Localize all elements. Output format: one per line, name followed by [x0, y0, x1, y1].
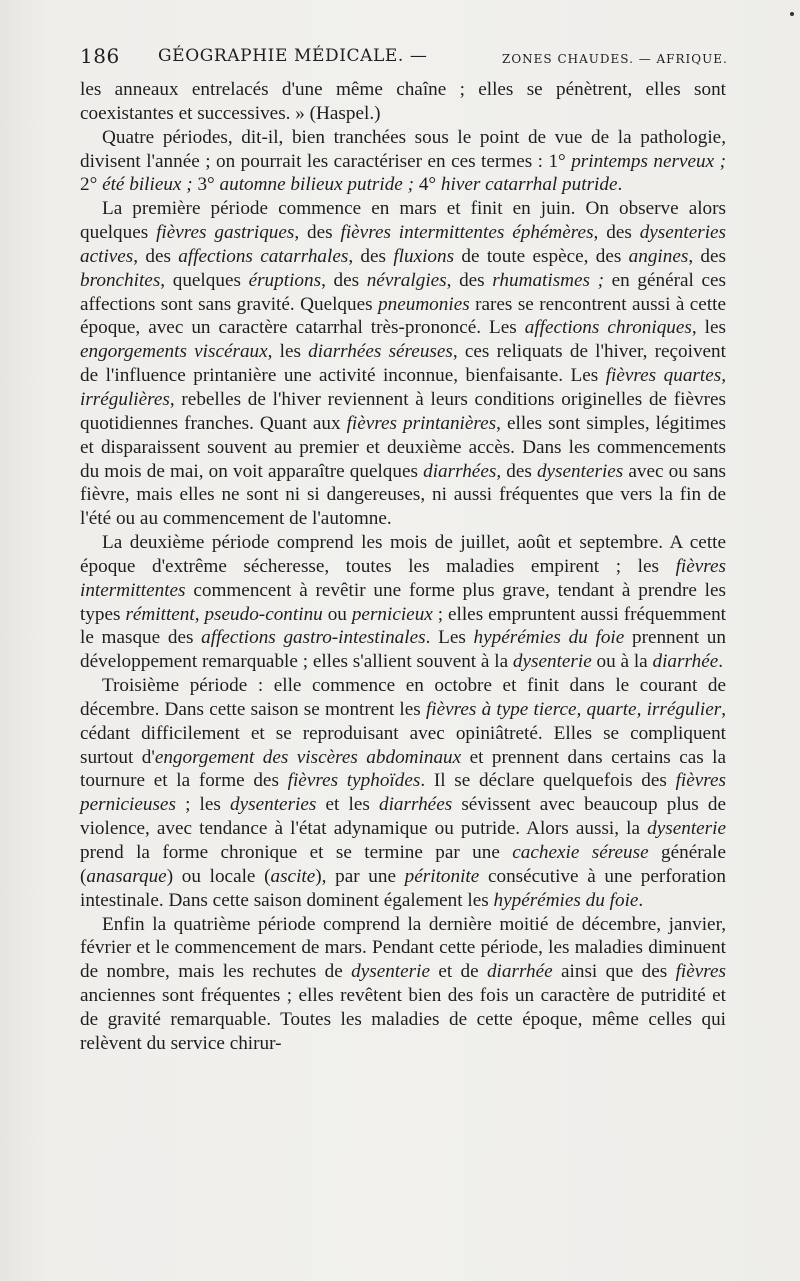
- text-run: , des: [348, 245, 394, 267]
- text-run: prennent un développement remarquable ; elles s'allient souvent à la: [80, 627, 726, 673]
- text-run: , des: [446, 269, 493, 291]
- text-run: , des: [294, 222, 341, 244]
- italic-term: hypérémies du foie: [473, 627, 625, 649]
- italic-term: angines: [628, 245, 689, 267]
- text-run: les anneaux entrelacés d'une même chaîne ; elles se pénètrent, elles sont coexistantes et successives. » (Haspel.): [80, 79, 726, 124]
- italic-term: anasarque: [86, 865, 167, 887]
- text-run: La deuxième période comprend les mois de juillet, août et septembre. A cette époque d'extrême sécheresse, toutes les maladies empirent ; les: [80, 532, 726, 577]
- italic-term: automne bilieux putride ;: [219, 174, 415, 196]
- italic-term: diarrhées: [378, 794, 453, 816]
- italic-term: affections gastro-intestinales: [201, 627, 426, 649]
- italic-term: fièvres: [675, 961, 726, 983]
- text-run: , les: [267, 341, 309, 363]
- text-run: .: [617, 174, 623, 196]
- italic-term: hypérémies du foie: [493, 889, 639, 911]
- section-title: ZONES CHAUDES. — AFRIQUE.: [502, 52, 728, 66]
- italic-term: pseudo-continu: [204, 603, 323, 625]
- page-edge-mark: [790, 12, 794, 16]
- text-run: Enfin la quatrième période comprend la dernière moitié de décembre, janvier, février et le commencement de mars. Pendant cette période, les maladies diminuent de nombre, mais les rechutes de: [80, 913, 726, 983]
- text-run: 2°: [80, 174, 103, 196]
- italic-term: fièvres intermittentes: [80, 555, 726, 601]
- text-run: ), par une: [315, 865, 405, 887]
- text-run: et les: [316, 794, 379, 816]
- italic-term: rhumatismes ;: [492, 269, 605, 291]
- text-run: ou à la: [591, 651, 653, 673]
- running-header: [80, 44, 730, 72]
- italic-term: éruptions: [248, 269, 322, 291]
- text-run: , cédant difficilement et se reproduisant avec opiniâtreté. Elles se compliquent surtout d': [80, 698, 726, 768]
- paragraph-2: [80, 126, 726, 198]
- italic-term: affections catarrhales: [178, 245, 349, 267]
- italic-term: fièvres pernicieuses: [80, 770, 726, 816]
- italic-term: dysenterie: [647, 818, 726, 840]
- italic-term: dysenterie: [512, 651, 592, 673]
- text-run: ou: [322, 603, 352, 625]
- italic-term: péritonite: [404, 865, 480, 887]
- text-run: , des: [321, 269, 367, 291]
- italic-term: fièvres gastriques: [156, 222, 295, 244]
- italic-term: fièvres quartes, irrégulières: [80, 365, 726, 410]
- text-run: en général ces affections sont sans gravité. Quelques: [80, 269, 726, 315]
- text-run: anciennes sont fréquentes ; elles revêtent bien des fois un caractère de putridité et de gravité remarquable. Toutes les maladies de cette époque, même celles qui relèvent du service chirur-: [80, 985, 726, 1054]
- italic-term: fièvres à type tierce, quarte, irrégulier: [425, 698, 722, 720]
- paragraph-1: [80, 78, 726, 126]
- text-run: .: [718, 651, 724, 673]
- italic-term: diarrhée: [486, 961, 553, 983]
- paragraph-6: [80, 913, 726, 1056]
- italic-term: dysenteries actives: [80, 222, 727, 267]
- text-run: ainsi que des: [552, 961, 676, 983]
- text-run: , ces reliquats de l'hiver, reçoivent de l'influence printanière une activité inconnue, bienfaisante. Les: [80, 341, 726, 387]
- text-run: et de: [429, 961, 487, 983]
- italic-term: dysenterie: [351, 961, 430, 983]
- text-run: 3°: [192, 174, 220, 196]
- paragraph-3: [80, 197, 726, 531]
- italic-term: fluxions: [393, 245, 455, 267]
- text-run: , des: [593, 222, 640, 244]
- page-number: 186: [80, 44, 120, 68]
- text-run: sévissent avec beaucoup plus de violence, avec tendance à l'état adynamique ou putride. Alors aussi, la: [80, 794, 726, 840]
- italic-term: engorgement des viscères abdominaux: [154, 746, 462, 768]
- italic-term: cachexie séreuse: [512, 842, 649, 863]
- text-run: ) ou locale (: [166, 865, 271, 887]
- text-run: 4°: [414, 174, 441, 196]
- text-run: de toute espèce, des: [454, 245, 629, 267]
- text-run: , des: [688, 245, 727, 267]
- italic-term: hiver catarrhal putride: [440, 174, 618, 196]
- italic-term: été bilieux ;: [102, 174, 193, 196]
- text-run: commencent à revêtir une forme plus grave, tendant à prendre les types: [80, 579, 726, 625]
- italic-term: fièvres intermittentes éphémères: [340, 222, 594, 244]
- text-run: Quatre périodes, dit-il, bien tranchées sous le point de vue de la pathologie, divisent l'année ; on pourrait les caractériser en ces termes : 1°: [80, 126, 726, 172]
- italic-term: ascite: [270, 865, 316, 887]
- italic-term: fièvres typhoïdes: [287, 770, 421, 792]
- text-run: , quelques: [160, 269, 249, 291]
- italic-term: névralgies: [366, 269, 447, 291]
- text-run: ; elles empruntent aussi fréquemment le masque des: [80, 603, 727, 649]
- italic-term: fièvres printanières: [346, 412, 497, 434]
- text-run: consécutive à une perforation intestinale. Dans cette saison dominent également les: [80, 865, 726, 911]
- text-run: , rebelles de l'hiver reviennent à leurs conditions originelles de fièvres quotidiennes franches. Quant aux: [80, 388, 726, 434]
- italic-term: pernicieux: [351, 603, 433, 625]
- paragraph-4: [80, 531, 726, 674]
- running-title: GÉOGRAPHIE MÉDICALE. —: [158, 46, 428, 66]
- text-run: .: [638, 889, 644, 911]
- italic-term: bronchites: [80, 269, 161, 291]
- text-run: . Il se déclare quelquefois des: [420, 770, 676, 792]
- text-run: avec ou sans fièvre, mais elles ne sont ni si dangereuses, ni aussi fréquentes que vers la fin de l'été ou au commencement de l'automne.: [80, 460, 727, 530]
- italic-term: printemps nerveux ;: [571, 150, 726, 172]
- italic-term: diarrhées séreuses: [308, 341, 453, 363]
- text-run: prend la forme chronique et se termine par une: [80, 842, 513, 863]
- text-run: , des: [496, 460, 537, 482]
- text-run: rares se rencontrent aussi à cette époque, avec un caractère catarrhal très-prononcé. Les: [80, 293, 726, 339]
- italic-term: diarrhées: [423, 460, 497, 482]
- text-run: , les: [691, 317, 726, 339]
- text-run: . Les: [425, 627, 474, 649]
- italic-term: rémittent: [125, 603, 195, 625]
- paragraph-5: [80, 674, 726, 912]
- text-run: générale (: [80, 842, 726, 887]
- text-run: La première période commence en mars et finit en juin. On observe alors quelques: [80, 198, 726, 244]
- italic-term: dysenteries: [536, 460, 624, 482]
- italic-term: engorgements viscéraux: [80, 341, 268, 363]
- text-run: Troisième période : elle commence en octobre et finit dans le courant de décembre. Dans cette saison se montrent les: [80, 675, 726, 720]
- text-run: ,: [194, 603, 205, 625]
- text-run: et prennent dans certains cas la tournure et la forme des: [80, 746, 727, 792]
- text-run: , elles sont simples, légitimes et disparaissent souvent au premier et deuxième accès. Dans les commencements du mois de mai, on voit apparaître quelques: [80, 412, 726, 482]
- italic-term: diarrhée: [652, 651, 719, 673]
- text-run: , des: [133, 245, 179, 267]
- italic-term: dysenteries: [230, 794, 317, 816]
- italic-term: pneumonies: [378, 293, 470, 315]
- body-text: [80, 78, 726, 1056]
- italic-term: affections chroniques: [524, 317, 692, 339]
- text-run: ; les: [175, 794, 231, 816]
